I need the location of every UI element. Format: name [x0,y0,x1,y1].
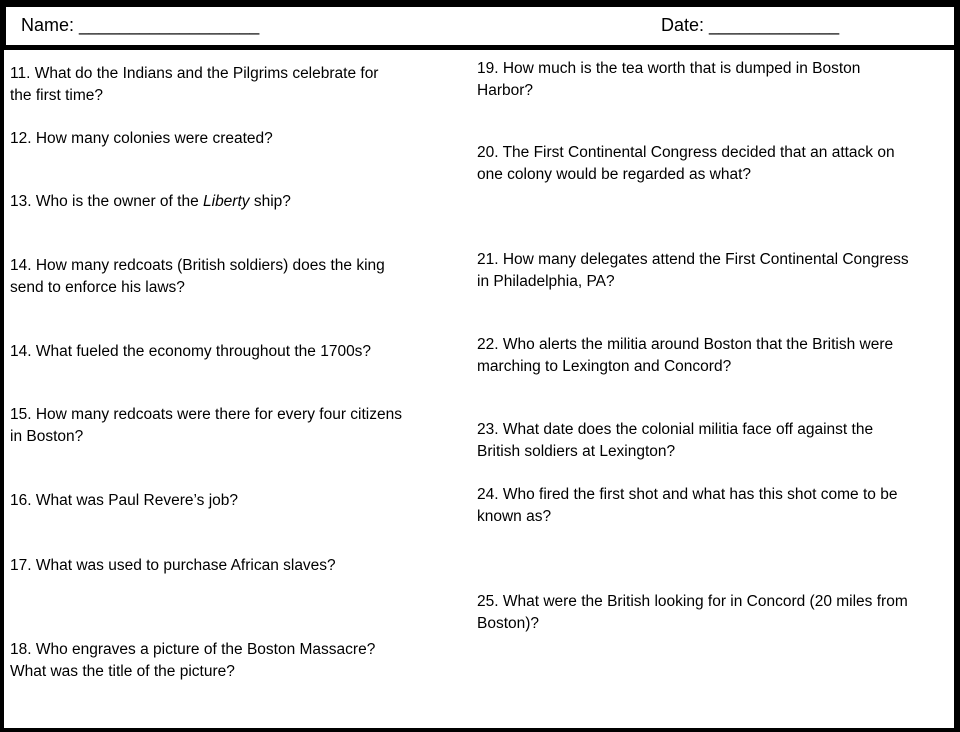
question-13 [10,191,291,213]
question-18: 18. Who engraves a picture of the Boston Massacre? What was the title of the picture? [10,641,376,680]
question-16: 16. What was Paul Revere’s job? [10,492,239,509]
question-24: 24. Who fired the first shot and what has this shot come to be known as? [477,486,898,525]
question-22: 22. Who alerts the militia around Boston that the British were marching to Lexington and Concord? [477,336,894,375]
question-17: 17. What was used to purchase African slaves? [10,557,336,574]
date-blank-line[interactable]: _____________ [709,15,840,35]
question-11: 11. What do the Indians and the Pilgrims celebrate for the first time? [10,65,379,104]
question-23: 23. What date does the colonial militia face off against the British soldiers at Lexington? [477,421,874,460]
question-14b: 14. What fueled the economy throughout the 1700s? [10,343,372,360]
question-13-ship-name: Liberty [203,193,250,210]
question-14a: 14. How many redcoats (British soldiers) does the king send to enforce his laws? [10,257,385,296]
name-field[interactable] [21,15,259,36]
worksheet-header [6,7,954,45]
date-label: Date: [661,15,705,35]
question-19: 19. How much is the tea worth that is dumped in Boston Harbor? [477,60,861,99]
question-sheet [4,50,954,728]
question-12: 12. How many colonies were created? [10,130,273,147]
question-13-suffix: ship? [249,193,291,210]
date-field[interactable] [661,15,839,36]
name-blank-line[interactable]: __________________ [79,15,260,35]
question-21: 21. How many delegates attend the First Continental Congress in Philadelphia, PA? [477,251,909,290]
question-20: 20. The First Continental Congress decided that an attack on one colony would be regarded as what? [477,144,895,183]
question-15: 15. How many redcoats were there for every four citizens in Boston? [10,406,402,445]
name-label: Name: [21,15,75,35]
question-25: 25. What were the British looking for in Concord (20 miles from Boston)? [477,593,908,632]
question-13-prefix: 13. Who is the owner of the [10,193,203,210]
